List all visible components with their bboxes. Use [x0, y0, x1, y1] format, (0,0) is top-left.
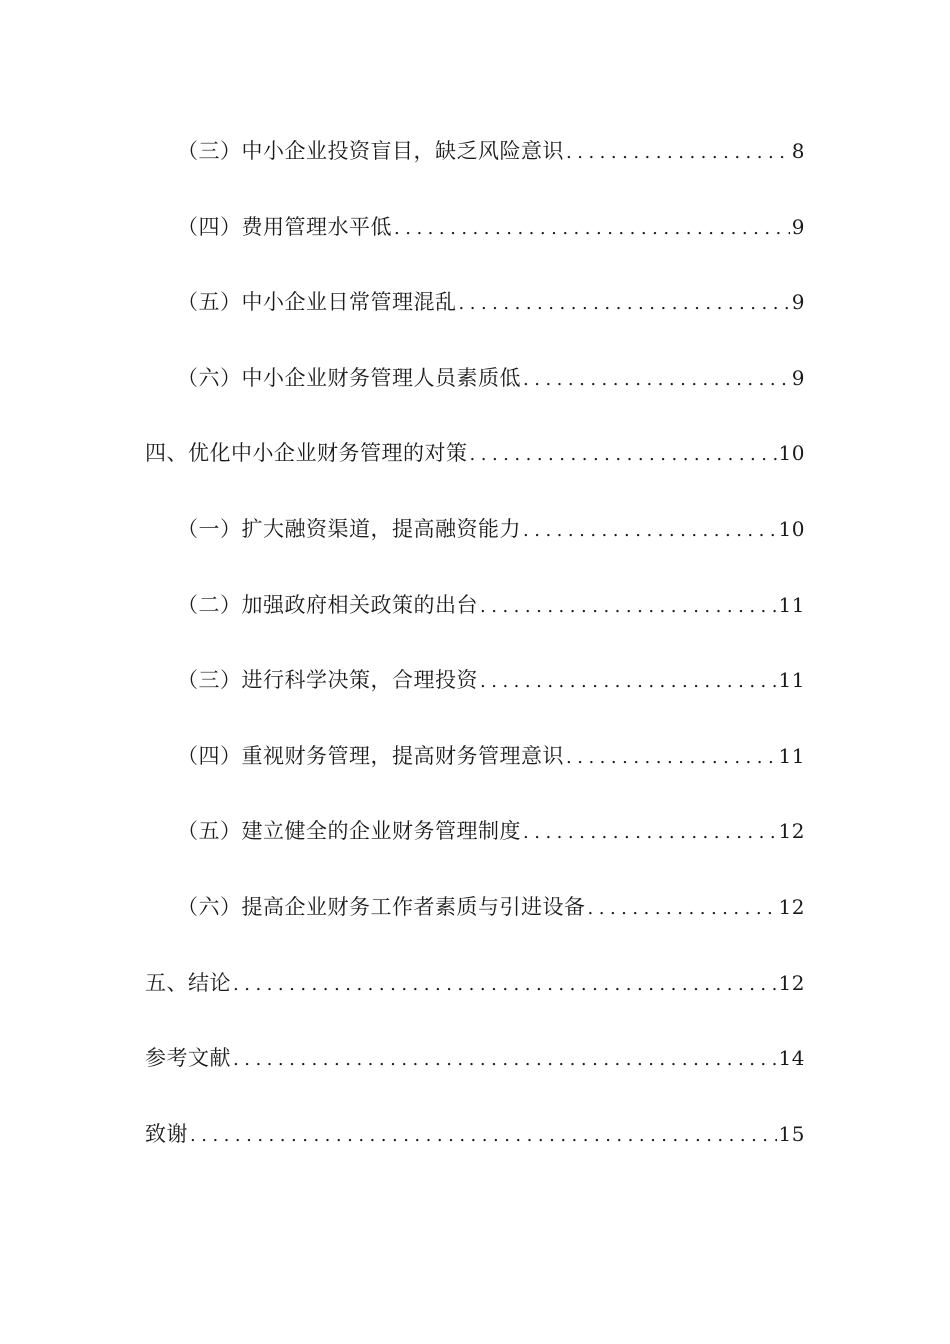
- toc-page-number: 12: [778, 894, 805, 919]
- toc-entry-3-5[interactable]: [177, 279, 805, 355]
- toc-page-number: 9: [791, 214, 805, 239]
- toc-dot-leader: [521, 810, 777, 856]
- toc-entry-4-1[interactable]: [177, 506, 805, 582]
- toc-entry-4-5[interactable]: [177, 808, 805, 884]
- toc-page-number: 10: [778, 441, 805, 466]
- toc-entry-3-6[interactable]: [177, 355, 805, 431]
- toc-page-number: 14: [778, 1046, 805, 1071]
- toc-page-number: 8: [791, 139, 805, 163]
- toc-dot-leader: [231, 962, 777, 1008]
- toc-entry-title: 四、优化中小企业财务管理的对策: [145, 441, 468, 466]
- toc-entry-4-4[interactable]: [177, 733, 805, 809]
- toc-entry-4-3[interactable]: [177, 657, 805, 733]
- toc-entry-chapter-4[interactable]: [145, 430, 805, 506]
- toc-entry-title: （五）中小企业日常管理混乱: [177, 290, 457, 315]
- toc-page-number: 11: [778, 743, 805, 768]
- toc-dot-leader: [564, 130, 790, 176]
- toc-entry-3-3[interactable]: [177, 128, 805, 204]
- table-of-contents: [0, 128, 950, 1186]
- toc-entry-references[interactable]: [145, 1035, 805, 1111]
- toc-entry-title: （六）中小企业财务管理人员素质低: [177, 365, 521, 390]
- toc-entry-chapter-5[interactable]: [145, 960, 805, 1036]
- toc-entry-4-6[interactable]: [177, 884, 805, 960]
- toc-entry-title: （五）建立健全的企业财务管理制度: [177, 819, 521, 844]
- toc-entry-title: （六）提高企业财务工作者素质与引进设备: [177, 894, 586, 919]
- toc-dot-leader: [521, 357, 790, 403]
- toc-dot-leader: [521, 508, 777, 554]
- toc-page-number: 10: [778, 516, 805, 541]
- toc-dot-leader: [468, 432, 777, 478]
- toc-entry-title: （三）中小企业投资盲目，缺乏风险意识: [177, 139, 564, 163]
- toc-page-number: 11: [778, 668, 805, 693]
- toc-entry-acknowledgements[interactable]: [145, 1111, 805, 1187]
- toc-entry-title: 五、结论: [145, 970, 231, 995]
- toc-dot-leader: [564, 735, 777, 781]
- toc-entry-title: 参考文献: [145, 1046, 231, 1071]
- toc-entry-title: （三）进行科学决策，合理投资: [177, 668, 478, 693]
- toc-entry-title: 致谢: [145, 1121, 188, 1146]
- toc-dot-leader: [586, 886, 777, 932]
- toc-entry-title: （四）费用管理水平低: [177, 214, 392, 239]
- toc-page-number: 15: [778, 1121, 805, 1146]
- toc-dot-leader: [478, 584, 777, 630]
- toc-entry-title: （四）重视财务管理，提高财务管理意识: [177, 743, 564, 768]
- toc-page-number: 9: [791, 365, 805, 390]
- toc-dot-leader: [188, 1113, 777, 1159]
- toc-dot-leader: [478, 659, 777, 705]
- toc-entry-title: （二）加强政府相关政策的出台: [177, 592, 478, 617]
- toc-entry-title: （一）扩大融资渠道，提高融资能力: [177, 516, 521, 541]
- toc-page-number: 9: [791, 290, 805, 315]
- toc-entry-4-2[interactable]: [177, 582, 805, 658]
- toc-dot-leader: [231, 1037, 777, 1083]
- toc-page-number: 11: [778, 592, 805, 617]
- toc-dot-leader: [392, 206, 790, 252]
- toc-page-number: 12: [778, 819, 805, 844]
- toc-page-number: 12: [778, 970, 805, 995]
- toc-entry-3-4[interactable]: [177, 204, 805, 280]
- toc-dot-leader: [457, 281, 790, 327]
